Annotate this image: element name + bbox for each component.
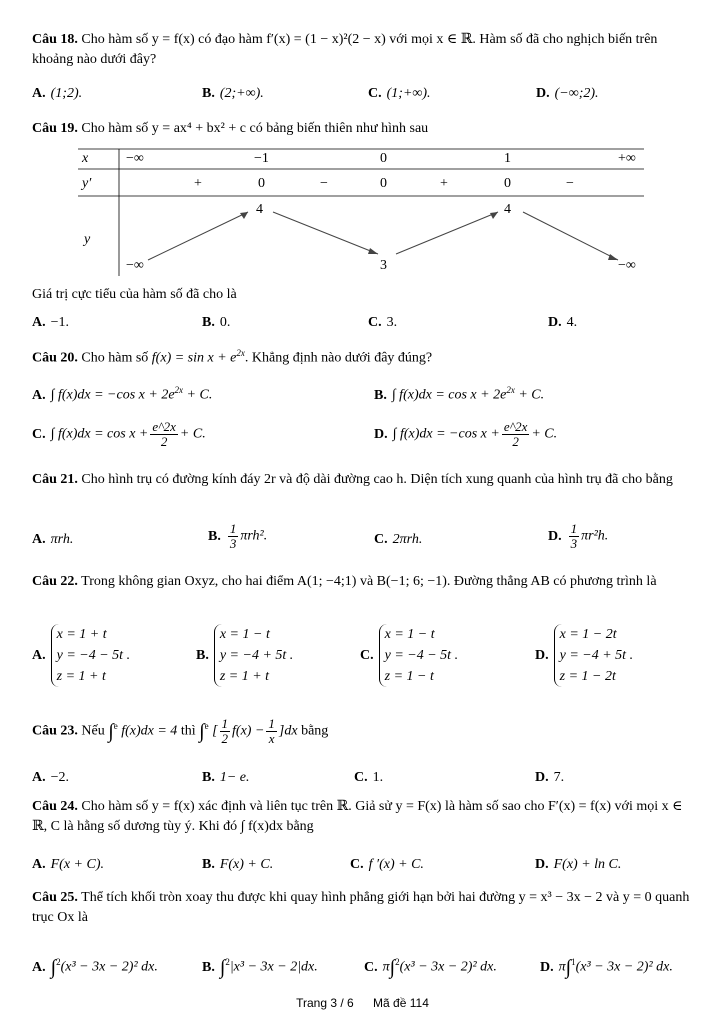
q19-option-c[interactable]: C. 3. xyxy=(368,315,398,330)
table-y-min: −∞ xyxy=(618,258,636,273)
table-yp-val: 0 xyxy=(380,176,387,191)
question-label: Câu 21. xyxy=(32,472,78,487)
question-22 xyxy=(32,572,697,592)
question-label: Câu 23. xyxy=(32,723,78,739)
table-yp-val: + xyxy=(440,176,448,191)
q18-option-c[interactable]: C. (1;+∞). xyxy=(368,86,431,101)
q19-prompt: Giá trị cực tiểu của hàm số đã cho là xyxy=(32,287,237,302)
q23-option-d[interactable]: D. 7. xyxy=(535,770,565,785)
q19-options xyxy=(32,313,697,335)
question-25 xyxy=(32,888,697,928)
page-footer xyxy=(0,996,725,1010)
q19-option-b[interactable]: B. 0. xyxy=(202,315,231,330)
q22-option-d[interactable]: D.x = 1 − 2t y = −4 + 5t . z = 1 − 2t xyxy=(535,624,633,687)
question-label: Câu 24. xyxy=(32,799,78,814)
arrow-up-2 xyxy=(396,212,498,254)
q22-option-a[interactable]: A.x = 1 + t y = −4 − 5t . z = 1 + t xyxy=(32,624,130,687)
table-yp-val: − xyxy=(566,176,574,191)
q25-option-b[interactable]: B. ∫$^2$|x³ − 3x − 2|dx. xyxy=(202,956,318,979)
question-stem: Thể tích khối tròn xoay thu được khi quay hình phẳng giới hạn bởi hai đường y = x³ − 3x − 2 và y = 0 quanh trục Ox là xyxy=(32,890,690,925)
table-yp-val: − xyxy=(320,176,328,191)
question-stem: Cho hàm số y = ax⁴ + bx² + c có bảng biến thiên như hình sau xyxy=(81,121,429,136)
question-stem: Cho hình trụ có đường kính đáy 2r và độ dài đường cao h. Diện tích xung quanh của hình trụ đã cho bằng xyxy=(81,472,673,487)
q23-option-c[interactable]: C. 1. xyxy=(354,770,384,785)
question-label: Câu 18. xyxy=(32,32,78,47)
table-y-min: 3 xyxy=(380,258,387,273)
question-stem: Cho hàm số y = f(x) có đạo hàm f′(x) = (1 − x)²(2 − x) với mọi x ∈ ℝ. Hàm số đã cho nghịch biến trên khoảng nào dưới đây? xyxy=(32,32,658,67)
q25-options xyxy=(32,952,697,979)
variation-table xyxy=(78,146,644,276)
q20-option-c[interactable]: C. ∫ f(x)dx = cos x + $\frac{e\^{}2x}{2}$ + C. xyxy=(32,419,206,449)
table-y-label: y xyxy=(84,232,91,247)
q20-options-row2 xyxy=(32,419,697,449)
integral-sign: ∫ xyxy=(50,956,57,979)
table-x-val: 1 xyxy=(504,151,511,166)
integral-sign: ∫ xyxy=(108,720,114,743)
table-x-label: x xyxy=(82,151,89,166)
table-x-val: −1 xyxy=(254,151,269,166)
arrow-down-2 xyxy=(523,212,618,260)
page-number: Trang 3 / 6 xyxy=(296,996,354,1010)
q21-options xyxy=(32,521,697,552)
q21-option-a[interactable]: A. πrh. xyxy=(32,532,74,547)
table-x-val: 0 xyxy=(380,151,387,166)
integral-sign: ∫ xyxy=(565,956,572,979)
q21-option-d[interactable]: D. $\frac{1}{3}$ πr²h. xyxy=(548,521,609,551)
table-y-max: 4 xyxy=(256,202,263,217)
q18-option-b[interactable]: B. (2;+∞). xyxy=(202,86,264,101)
question-label: Câu 20. xyxy=(32,350,78,366)
q25-option-c[interactable]: C. π∫$^2$(x³ − 3x − 2)² dx. xyxy=(364,956,497,979)
q20-option-d[interactable]: D. ∫ f(x)dx = −cos x + $\frac{e\^{}2x}{2}$ + C. xyxy=(374,419,558,449)
table-yp-label: y′ xyxy=(82,176,92,191)
q23-options xyxy=(32,768,697,790)
q22-option-c[interactable]: C.x = 1 − t y = −4 − 5t . z = 1 − t xyxy=(360,624,458,687)
table-yp-val: + xyxy=(194,176,202,191)
q20-options-row1 xyxy=(32,380,697,402)
q24-option-a[interactable]: A. F(x + C). xyxy=(32,857,104,872)
table-x-val: +∞ xyxy=(618,151,636,166)
q20-option-a[interactable]: A. ∫ f(x)dx = −cos $x + 2e^{2x} + C$. xyxy=(32,385,213,403)
q24-option-b[interactable]: B. F(x) + C. xyxy=(202,857,274,872)
q19-option-d[interactable]: D. 4. xyxy=(548,315,578,330)
table-yp-val: 0 xyxy=(504,176,511,191)
q25-option-a[interactable]: A. ∫$^2$(x³ − 3x − 2)² dx. xyxy=(32,956,158,979)
question-24 xyxy=(32,797,697,837)
q21-option-b[interactable]: B. $\frac{1}{3}$ πrh². xyxy=(208,521,268,551)
table-yp-val: 0 xyxy=(258,176,265,191)
question-20: Câu 20. Cho hàm số $f(x) = \sin x + e^{2x}$. Khẳng định nào dưới đây đúng? xyxy=(32,348,433,366)
exam-code: Mã đề 114 xyxy=(373,996,429,1010)
q22-options xyxy=(32,624,697,690)
q22-option-b[interactable]: B.x = 1 − t y = −4 + 5t . z = 1 + t xyxy=(196,624,293,687)
q21-option-c[interactable]: C. 2πrh. xyxy=(374,532,423,547)
q24-options xyxy=(32,855,697,877)
table-y-min: −∞ xyxy=(126,258,144,273)
q19-option-a[interactable]: A. −1. xyxy=(32,315,70,330)
question-label: Câu 19. xyxy=(32,121,78,136)
q20-option-b[interactable]: B. ∫ $f(x)dx = \cos x + 2e^{2x} + C$. xyxy=(374,385,545,403)
integral-sign: ∫ xyxy=(199,720,205,743)
q23-option-b[interactable]: B. 1− e. xyxy=(202,770,250,785)
variation-table-lines xyxy=(78,146,644,276)
arrow-up-1 xyxy=(148,212,248,260)
integral-sign: ∫ xyxy=(389,956,396,979)
q24-option-c[interactable]: C. f ′(x) + C. xyxy=(350,857,424,872)
question-19 xyxy=(32,119,697,139)
table-y-max: 4 xyxy=(504,202,511,217)
question-stem: Cho hàm số y = f(x) xác định và liên tục trên ℝ. Giả sử y = F(x) là hàm số sao cho F′(x) = f(x) với mọi x ∈ ℝ, C là hằng số dương tùy ý. Khi đó ∫ f(x)dx bằng xyxy=(32,799,683,834)
question-23: Câu 23. Nếu ∫$^e$ f(x)dx = 4 thì ∫$^e$ [ $\frac{1}{2}$ f(x) − $\frac{1}{x}$ ]dx bằng xyxy=(32,715,329,746)
question-label: Câu 25. xyxy=(32,890,78,905)
integral-sign: ∫ xyxy=(219,956,226,979)
q18-option-d[interactable]: D. (−∞;2). xyxy=(536,86,599,101)
q18-option-a[interactable]: A. (1;2). xyxy=(32,86,83,101)
q18-options xyxy=(32,84,697,106)
arrow-down-1 xyxy=(273,212,378,254)
question-18 xyxy=(32,30,697,70)
q25-option-d[interactable]: D. π∫$^1$(x³ − 3x − 2)² dx. xyxy=(540,956,673,979)
question-stem: Trong không gian Oxyz, cho hai điểm A(1; −4;1) và B(−1; 6; −1). Đường thẳng AB có phương trình là xyxy=(81,574,657,589)
question-21 xyxy=(32,470,697,490)
question-label: Câu 22. xyxy=(32,574,78,589)
q23-option-a[interactable]: A. −2. xyxy=(32,770,70,785)
table-x-val: −∞ xyxy=(126,151,144,166)
q24-option-d[interactable]: D. F(x) + ln C. xyxy=(535,857,622,872)
